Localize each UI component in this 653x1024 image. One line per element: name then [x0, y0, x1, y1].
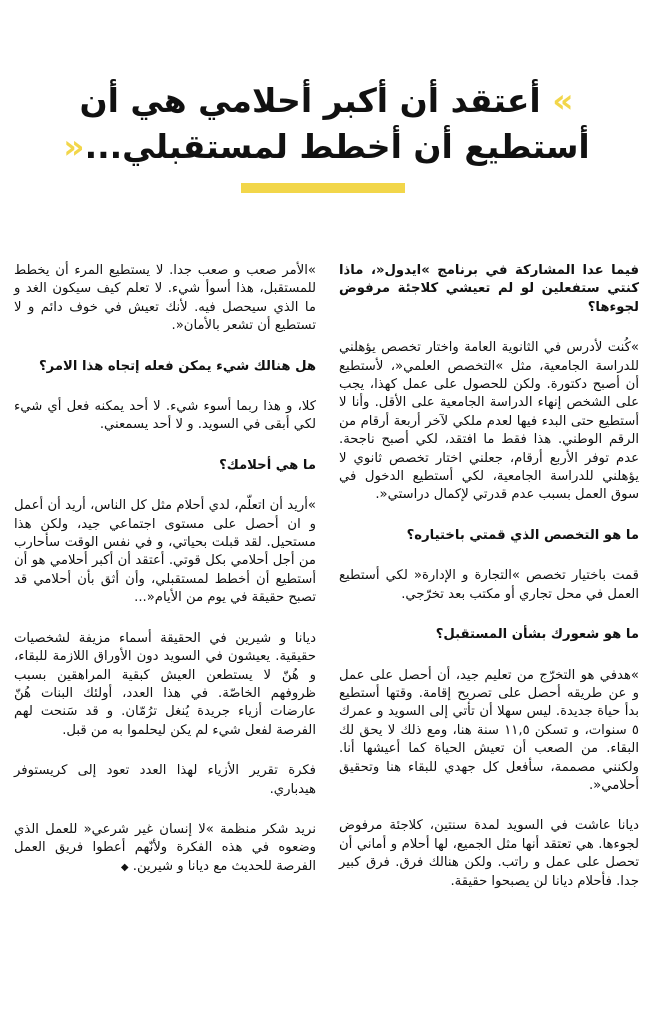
headline-line-1 — [40, 78, 613, 124]
answer-paragraph: كلا، و هذا ربما أسوء شيء. لا أحد يمكنه فعل أي شيء لكي أبقى في السويد. و لا أحد يسمعني. — [14, 399, 316, 433]
question: ما هو التخصص الذي قمتي باختياره؟ — [406, 527, 639, 543]
question: فيما عدا المشاركة في برنامج »ايدول«، ماذا كنتي ستفعلين لو لم تعيشي كلاجئة مرفوض لجوءها؟ — [339, 263, 639, 315]
answer-paragraph: »الأمر صعب و صعب جدا. لا يستطيع المرء أن يخطط للمستقبل، هذا أسوأ شيء. لا تعلم كيف سيكون الغد و ما الذي سيحصل فيه. لأنك تعيش في خوف دائم و لا تستطيع أن تشعر بالأمان«. — [14, 263, 316, 334]
headline — [40, 78, 613, 170]
question: هل هنالك شيء يمكن فعله إتجاه هذا الامر؟ — [39, 358, 316, 374]
question: ما هي أحلامك؟ — [219, 457, 316, 473]
close-quote-mark: « — [63, 127, 85, 166]
open-quote-mark: » — [552, 81, 574, 120]
body-paragraph: ديانا عاشت في السويد لمدة سنتين، كلاجئة مرفوض لجوءها. هي تعتقد أنها مثل الجميع، لها أحلام و أماني أن تحصل على عمل و راتب. ولكن هنالك فرق. فرق كبير جدا. فأحلام ديانا لن يصبحوا حقيقة. — [339, 818, 639, 889]
answer-paragraph: قمت باختيار تخصص »التجارة و الإدارة« لكي أستطيع العمل في محل تجاري أو مكتب بعد تخرّجي. — [339, 568, 639, 602]
body-paragraph — [14, 821, 316, 877]
closing-text: نريد شكر منظمة »لا إنسان غير شرعي« للعمل الذي وضعوه في هذه الفكرة ولأنّهم أعطوا فريق العمل الفرصة للحديث مع ديانا و شيرين. — [14, 821, 316, 874]
question: ما هو شعورك بشأن المستقبل؟ — [435, 627, 639, 643]
accent-rule — [241, 183, 405, 193]
body-paragraph: ديانا و شيرين في الحقيقة أسماء مزيفة لشخصيات حقيقية. يعيشون في السويد دون الأوراق اللازمة للبقاء، و هُنّ لا يستطعن العيش كبقية المراهقين بسبب ظروفهم الخاصّة. في هذا العدد، أولئك البنات هُنّ عارضات أزياء جريدة يُنغل ترُمّان. و قد سَنحت لهم الفرصة لفعل شيء لم يكن ليحلموا به من قبل. — [14, 630, 316, 738]
answer-paragraph: »هدفي هو التخرّج من تعليم جيد، أن أحصل على عمل و عن طريقه أحصل على تصريح إقامة. وقتها أستطيع بدأ حياة جديدة. ليس سهلا أن تأتي إلى السويد و عمرك ٥ سنوات، و تسكن ١١,٥ سنة هنا، ومع ذلك لا يحق لك البقاء. من الصعب أن تعيش الحياة كما أعيشها أنا. ولكنني مصممة، سأفعل كل جهدي للبقاء هنا وتحقيق أحلامي«. — [339, 667, 639, 793]
left-column — [14, 262, 316, 899]
body-paragraph: فكرة تقرير الأزياء لهذا العدد تعود إلى كريستوفر هيدباري. — [14, 763, 316, 797]
headline-text-1: أعتقد أن أكبر أحلامي هي أن — [79, 81, 541, 120]
right-column — [339, 262, 639, 913]
headline-line-2 — [40, 124, 613, 170]
headline-text-2: أستطيع أن أخطط لمستقبلي... — [84, 127, 590, 166]
answer-paragraph: »كُنت لأدرس في الثانوية العامة واختار تخصص يؤهلني للدراسة الجامعية، مثل »التخصص العلمي«، لأستطيع أن أصبح دكتورة. ولكن للحصول على عمل كهذا، يجب على الشخص إنهاء الدراسة الجامعية على الأقل. وأنا لا أستطيع حتى البدء فيها لعدم ملكي لآخر أربعة أرقام من الرقم الوطني. هذا فقط ما افتقد، لكي أصبح ناجحة. عدم توفر الأربع أرقام، جعلني اختار تخصص ثانوي لا يؤهلني للدراسة الجامعية، لكي أستطيع الدخول في سوق العمل بسبب عدم قدرتي لإكمال دراستي«. — [339, 340, 639, 503]
end-mark-icon: ◆ — [120, 861, 129, 873]
answer-paragraph: »أريد أن اتعلّم، لدي أحلام مثل كل الناس، أريد أن أعمل و ان أحصل على مستوى اجتماعي جيد، ولكن هذا مستحيل. لقد قبلت بحياتي، و في نفس الوقت سأحارب من أجل أحلامي بكل قوتي. أعتقد أن أكبر أحلامي هو أن أستطيع أن أخطط لمستقبلي، وأن أثق بأن أحلامي قد تصبح حقيقة في يوم من الأيام«... — [14, 498, 316, 606]
